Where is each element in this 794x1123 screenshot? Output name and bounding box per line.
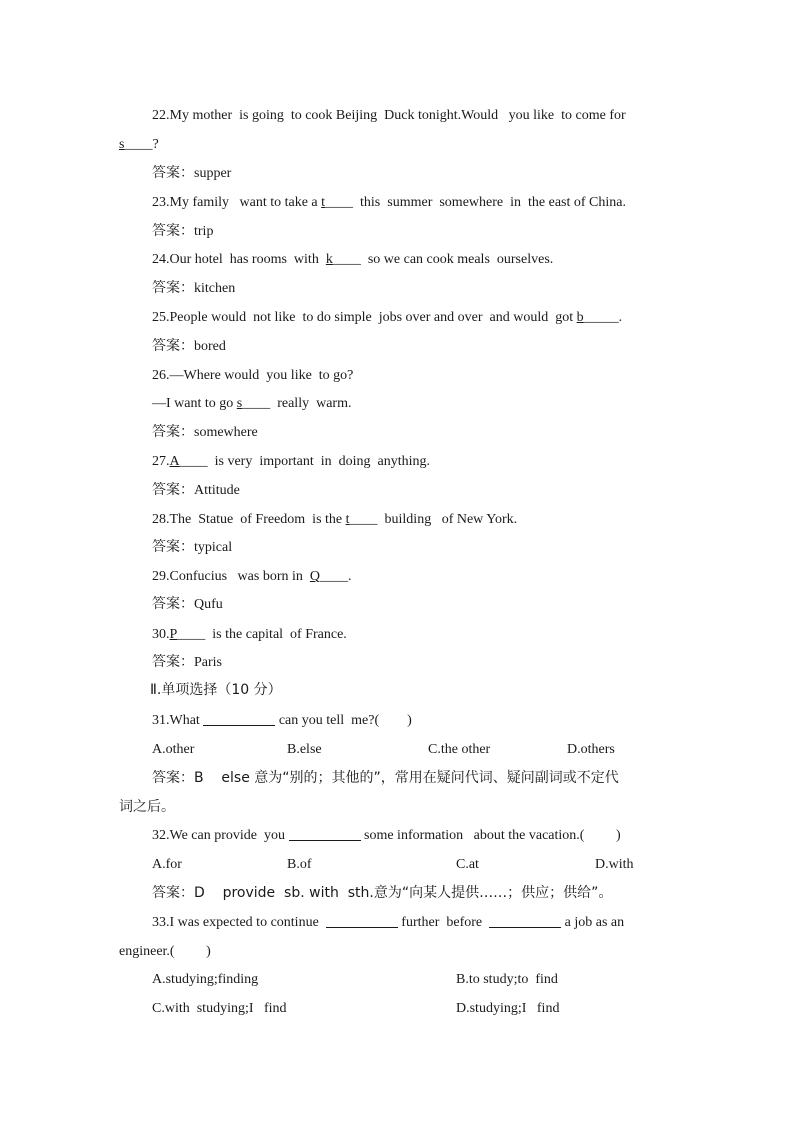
question-28-blank: ____ xyxy=(349,512,378,527)
question-32-blank xyxy=(289,826,361,841)
question-28-text-after: building of New York. xyxy=(377,512,518,527)
answer-label: 答案： xyxy=(152,596,194,612)
q33-option-b: B.to study;to find xyxy=(456,972,558,987)
question-33-line1 xyxy=(152,913,624,933)
question-31-text: 31.What xyxy=(152,713,204,728)
question-26-text: —I want to go xyxy=(152,396,237,411)
question-30-text-after: is the capital of France. xyxy=(205,627,347,642)
q31-option-a: A.other xyxy=(152,742,195,757)
question-26-line2 xyxy=(152,394,351,414)
question-27-blank: ____ xyxy=(179,454,208,469)
question-30-hint-letter: P xyxy=(169,627,178,642)
question-30-blank: ____ xyxy=(177,627,206,642)
answer-27-value: Attitude xyxy=(194,483,240,498)
q31-option-d: D.others xyxy=(567,742,615,757)
question-30 xyxy=(152,625,347,645)
question-29 xyxy=(152,567,352,587)
answer-30-value: Paris xyxy=(194,655,222,670)
answer-27 xyxy=(152,480,240,501)
question-33-text-mid: further before xyxy=(397,915,490,930)
answer-28-value: typical xyxy=(194,540,233,555)
question-22-hint-letter: s xyxy=(119,137,125,152)
question-32-text-after: some information about the vacation.( ) xyxy=(360,828,621,843)
question-24 xyxy=(152,250,553,270)
question-23-text: 23.My family want to take a xyxy=(152,195,322,210)
q31-option-b: B.else xyxy=(287,742,322,757)
question-26-hint-letter: s xyxy=(236,396,243,411)
question-24-blank: ____ xyxy=(332,252,361,267)
question-22-blank: ____ xyxy=(124,137,153,152)
question-27-text-after: is very important in doing anything. xyxy=(207,454,431,469)
answer-26 xyxy=(152,422,258,443)
answer-22 xyxy=(152,163,231,184)
q33-option-a: A.studying;finding xyxy=(152,972,259,987)
answer-32 xyxy=(152,883,612,903)
question-24-text-after: so we can cook meals ourselves. xyxy=(360,252,554,267)
answer-23-value: trip xyxy=(194,224,214,239)
answer-label: 答案： xyxy=(152,165,194,181)
answer-label: 答案： xyxy=(152,280,194,296)
answer-label: 答案： xyxy=(152,539,194,555)
question-31-text-after: can you tell me?( ) xyxy=(275,713,412,728)
question-33-text: 33.I was expected to continue xyxy=(152,915,326,930)
question-23 xyxy=(152,193,626,213)
question-28-hint-letter: t xyxy=(345,512,350,527)
answer-22-value: supper xyxy=(194,166,232,181)
question-23-blank: ____ xyxy=(325,195,354,210)
question-25-text-after: . xyxy=(618,310,623,325)
answer-label: 答案： xyxy=(152,482,194,498)
answer-24-value: kitchen xyxy=(194,281,236,296)
question-25-hint-letter: b xyxy=(576,310,584,325)
question-25-text: 25.People would not like to do simple jobs over and over and would got xyxy=(152,310,577,325)
question-33-blank-1 xyxy=(326,913,398,928)
q32-option-b: B.of xyxy=(287,857,312,872)
question-33-line2: engineer.( ) xyxy=(119,944,211,959)
question-26-blank: ____ xyxy=(242,396,271,411)
question-24-text: 24.Our hotel has rooms with xyxy=(152,252,326,267)
question-26-line1: 26.—Where would you like to go? xyxy=(152,368,354,383)
answer-29 xyxy=(152,594,223,615)
q33-option-c: C.with studying;I find xyxy=(152,1001,287,1016)
answer-25-value: bored xyxy=(194,339,226,354)
question-22-line2 xyxy=(119,135,159,155)
question-25-blank: _____ xyxy=(583,310,619,325)
answer-25 xyxy=(152,336,226,357)
answer-label: 答案： xyxy=(152,654,194,670)
q31-option-c: C.the other xyxy=(428,742,491,757)
question-32 xyxy=(152,826,621,846)
question-26-text-after: really warm. xyxy=(270,396,352,411)
q32-option-a: A.for xyxy=(152,857,182,872)
q32-option-c: C.at xyxy=(456,857,479,872)
answer-28 xyxy=(152,537,232,558)
answer-32-explanation: D provide sb. with sth.意为“向某人提供……；供应；供给”。 xyxy=(194,885,613,901)
question-32-text: 32.We can provide you xyxy=(152,828,289,843)
question-24-hint-letter: k xyxy=(325,252,333,267)
question-22-line1: 22.My mother is going to cook Beijing Duck tonight.Would you like to come for xyxy=(152,108,626,123)
answer-31-explanation: B else 意为“别的；其他的”，常用在疑问代词、疑问副词或不定代 xyxy=(194,770,619,786)
answer-label: 答案： xyxy=(152,770,194,786)
answer-label: 答案： xyxy=(152,223,194,239)
question-29-text: 29.Confucius was born in xyxy=(152,569,310,584)
question-33-blank-2 xyxy=(489,913,561,928)
question-29-text-after: . xyxy=(348,569,352,584)
answer-26-value: somewhere xyxy=(194,425,258,440)
answer-label: 答案： xyxy=(152,885,194,901)
answer-31-line1 xyxy=(152,768,619,788)
question-22-tail: ? xyxy=(152,137,159,152)
question-29-blank: ____ xyxy=(320,569,349,584)
question-27-text: 27. xyxy=(152,454,170,469)
q33-option-d: D.studying;I find xyxy=(456,1001,560,1016)
section-heading: Ⅱ.单项选择（10 分） xyxy=(150,682,282,698)
answer-23 xyxy=(152,221,213,242)
question-29-hint-letter: Q xyxy=(309,569,321,584)
q32-option-d: D.with xyxy=(595,857,634,872)
answer-30 xyxy=(152,652,222,673)
question-27 xyxy=(152,452,430,472)
question-33-text-after: a job as an xyxy=(561,915,625,930)
question-30-text: 30. xyxy=(152,627,170,642)
question-25 xyxy=(152,308,622,328)
answer-label: 答案： xyxy=(152,424,194,440)
answer-31-line2: 词之后。 xyxy=(119,799,175,815)
question-23-text-after: this summer somewhere in the east of China. xyxy=(353,195,626,210)
answer-29-value: Qufu xyxy=(194,597,223,612)
answer-label: 答案： xyxy=(152,338,194,354)
question-31-blank xyxy=(203,711,275,726)
question-23-hint-letter: t xyxy=(321,195,326,210)
question-31 xyxy=(152,711,412,731)
answer-24 xyxy=(152,278,235,299)
question-27-hint-letter: A xyxy=(169,454,180,469)
question-28-text: 28.The Statue of Freedom is the xyxy=(152,512,346,527)
question-28 xyxy=(152,510,517,530)
